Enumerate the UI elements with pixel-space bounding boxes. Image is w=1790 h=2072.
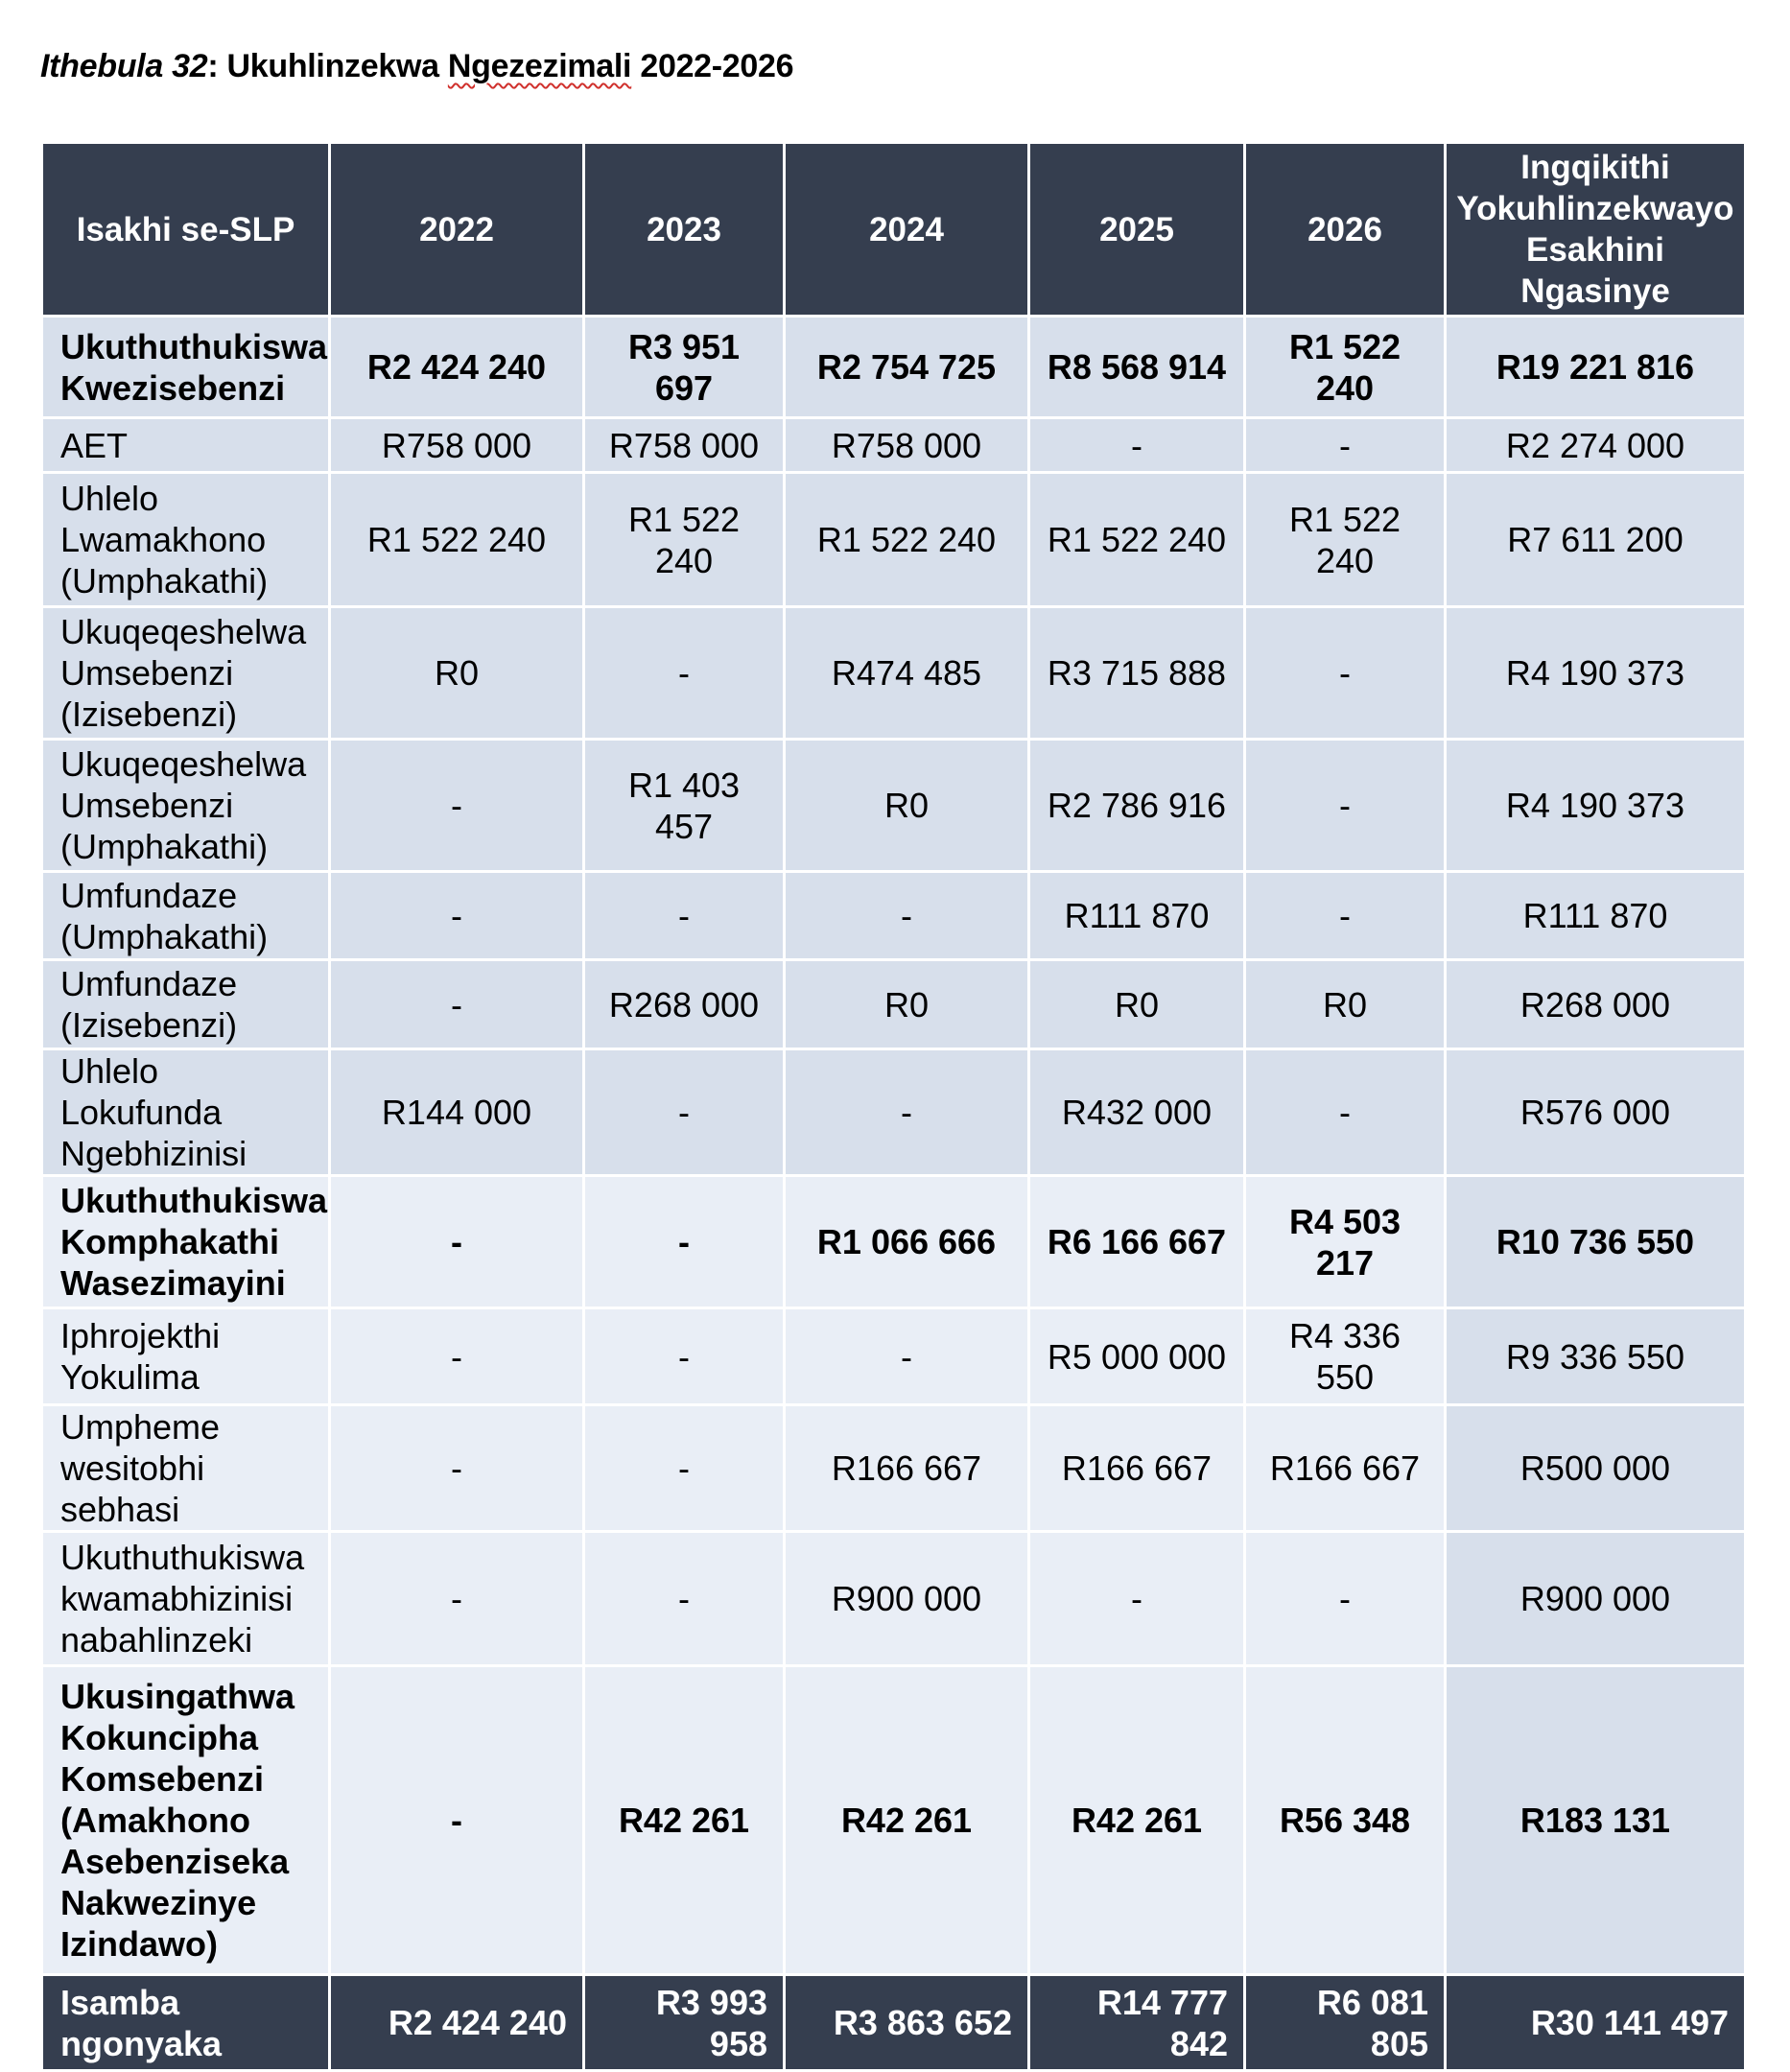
caption-text-after: 2022-2026 <box>631 48 794 84</box>
table-row <box>42 1666 1746 1975</box>
cell-2022: R2 424 240 <box>330 317 584 418</box>
table-row <box>42 473 1746 607</box>
cell-2025: R42 261 <box>1029 1666 1245 1975</box>
row-label: AET <box>42 418 330 473</box>
cell-2025: R8 568 914 <box>1029 317 1245 418</box>
total-2023: R3 993 958 <box>584 1975 785 2071</box>
cell-total: R268 000 <box>1446 960 1746 1049</box>
cell-2026: - <box>1245 1049 1446 1176</box>
cell-2023: R758 000 <box>584 418 785 473</box>
table-row <box>42 1049 1746 1176</box>
cell-2024: - <box>785 1049 1029 1176</box>
cell-2025: R6 166 667 <box>1029 1176 1245 1308</box>
cell-2024: R166 667 <box>785 1405 1029 1532</box>
row-label: Umfundaze (Izisebenzi) <box>42 960 330 1049</box>
cell-2026: R4 503 217 <box>1245 1176 1446 1308</box>
total-2026: R6 081 805 <box>1245 1975 1446 2071</box>
cell-total: R183 131 <box>1446 1666 1746 1975</box>
cell-total: R19 221 816 <box>1446 317 1746 418</box>
col-header-component: Isakhi se-SLP <box>42 143 330 317</box>
col-header-total: Ingqikithi Yokuhlinzekwayo Esakhini Ngasinye <box>1446 143 1746 317</box>
table-row <box>42 1532 1746 1666</box>
cell-2025: R0 <box>1029 960 1245 1049</box>
cell-2024: R474 485 <box>785 607 1029 740</box>
cell-total: R7 611 200 <box>1446 473 1746 607</box>
cell-2023: - <box>584 1532 785 1666</box>
table-caption <box>40 48 793 85</box>
cell-2026: - <box>1245 418 1446 473</box>
cell-2023: - <box>584 1049 785 1176</box>
cell-2026: - <box>1245 607 1446 740</box>
cell-2024: R42 261 <box>785 1666 1029 1975</box>
table-row <box>42 1176 1746 1308</box>
row-label: Uhlelo Lwamakhono (Umphakathi) <box>42 473 330 607</box>
total-grand: R30 141 497 <box>1446 1975 1746 2071</box>
cell-2025: R3 715 888 <box>1029 607 1245 740</box>
cell-2024: R758 000 <box>785 418 1029 473</box>
cell-total: R576 000 <box>1446 1049 1746 1176</box>
cell-2025: R2 786 916 <box>1029 740 1245 872</box>
col-header-2026: 2026 <box>1245 143 1446 317</box>
cell-2023: - <box>584 1405 785 1532</box>
cell-2024: R2 754 725 <box>785 317 1029 418</box>
cell-total: R500 000 <box>1446 1405 1746 1532</box>
cell-total: R111 870 <box>1446 872 1746 960</box>
col-header-2022: 2022 <box>330 143 584 317</box>
total-row <box>42 1975 1746 2071</box>
col-header-2024: 2024 <box>785 143 1029 317</box>
cell-2022: R144 000 <box>330 1049 584 1176</box>
row-label: Iphrojekthi Yokulima <box>42 1308 330 1405</box>
cell-2026: R1 522 240 <box>1245 473 1446 607</box>
total-label: Isamba ngonyaka <box>42 1975 330 2071</box>
cell-2026: - <box>1245 1532 1446 1666</box>
cell-2025: - <box>1029 418 1245 473</box>
cell-2024: R0 <box>785 740 1029 872</box>
cell-2024: - <box>785 872 1029 960</box>
cell-2024: R1 066 666 <box>785 1176 1029 1308</box>
caption-text-before: Ukuhlinzekwa <box>218 48 448 84</box>
cell-2025: R1 522 240 <box>1029 473 1245 607</box>
table-row <box>42 872 1746 960</box>
table-row <box>42 607 1746 740</box>
cell-2023: R1 522 240 <box>584 473 785 607</box>
cell-2023: R42 261 <box>584 1666 785 1975</box>
cell-total: R900 000 <box>1446 1532 1746 1666</box>
caption-colon: : <box>207 48 219 84</box>
cell-total: R4 190 373 <box>1446 607 1746 740</box>
row-label: Ukuqeqeshelwa Umsebenzi (Umphakathi) <box>42 740 330 872</box>
cell-2025: R166 667 <box>1029 1405 1245 1532</box>
cell-total: R2 274 000 <box>1446 418 1746 473</box>
row-label: Uhlelo Lokufunda Ngebhizinisi <box>42 1049 330 1176</box>
cell-2026: - <box>1245 872 1446 960</box>
table-row <box>42 418 1746 473</box>
table-row <box>42 740 1746 872</box>
cell-2026: R4 336 550 <box>1245 1308 1446 1405</box>
cell-2022: - <box>330 1666 584 1975</box>
cell-2022: R1 522 240 <box>330 473 584 607</box>
cell-2026: R56 348 <box>1245 1666 1446 1975</box>
row-label: Ukuthuthukiswa kwamabhizinisi nabahlinzeki <box>42 1532 330 1666</box>
table-row <box>42 960 1746 1049</box>
cell-2023: - <box>584 872 785 960</box>
cell-2024: R0 <box>785 960 1029 1049</box>
cell-2026: R1 522 240 <box>1245 317 1446 418</box>
cell-2022: - <box>330 740 584 872</box>
cell-2022: - <box>330 1405 584 1532</box>
table-row <box>42 1308 1746 1405</box>
cell-2023: - <box>584 1176 785 1308</box>
table-row <box>42 1405 1746 1532</box>
cell-total: R9 336 550 <box>1446 1308 1746 1405</box>
cell-2022: - <box>330 1532 584 1666</box>
row-label: Umfundaze (Umphakathi) <box>42 872 330 960</box>
cell-2026: - <box>1245 740 1446 872</box>
total-2025: R14 777 842 <box>1029 1975 1245 2071</box>
header-row <box>42 143 1746 317</box>
caption-spellcheck-word: Ngezezimali <box>447 48 632 84</box>
row-label: Ukuthuthukiswa Kwezisebenzi <box>42 317 330 418</box>
cell-2026: R166 667 <box>1245 1405 1446 1532</box>
col-header-2023: 2023 <box>584 143 785 317</box>
cell-2023: R3 951 697 <box>584 317 785 418</box>
cell-2023: - <box>584 607 785 740</box>
cell-2024: - <box>785 1308 1029 1405</box>
cell-2026: R0 <box>1245 960 1446 1049</box>
cell-2022: - <box>330 960 584 1049</box>
row-label: Ukuqeqeshelwa Umsebenzi (Izisebenzi) <box>42 607 330 740</box>
total-2022: R2 424 240 <box>330 1975 584 2071</box>
cell-total: R10 736 550 <box>1446 1176 1746 1308</box>
cell-2023: R1 403 457 <box>584 740 785 872</box>
funding-table <box>40 141 1747 2072</box>
cell-2022: R0 <box>330 607 584 740</box>
cell-2025: R432 000 <box>1029 1049 1245 1176</box>
table-row <box>42 317 1746 418</box>
row-label: Ukuthuthukiswa Komphakathi Wasezimayini <box>42 1176 330 1308</box>
cell-2022: - <box>330 1176 584 1308</box>
col-header-2025: 2025 <box>1029 143 1245 317</box>
total-2024: R3 863 652 <box>785 1975 1029 2071</box>
cell-2023: R268 000 <box>584 960 785 1049</box>
cell-total: R4 190 373 <box>1446 740 1746 872</box>
cell-2025: R111 870 <box>1029 872 1245 960</box>
cell-2022: R758 000 <box>330 418 584 473</box>
caption-number: Ithebula 32 <box>40 48 208 84</box>
cell-2023: - <box>584 1308 785 1405</box>
row-label: Ukusingathwa Kokuncipha Komsebenzi (Amakhono Asebenziseka Nakwezinye Izindawo) <box>42 1666 330 1975</box>
row-label: Umpheme wesitobhi sebhasi <box>42 1405 330 1532</box>
cell-2022: - <box>330 872 584 960</box>
cell-2024: R1 522 240 <box>785 473 1029 607</box>
cell-2024: R900 000 <box>785 1532 1029 1666</box>
cell-2022: - <box>330 1308 584 1405</box>
cell-2025: R5 000 000 <box>1029 1308 1245 1405</box>
cell-2025: - <box>1029 1532 1245 1666</box>
